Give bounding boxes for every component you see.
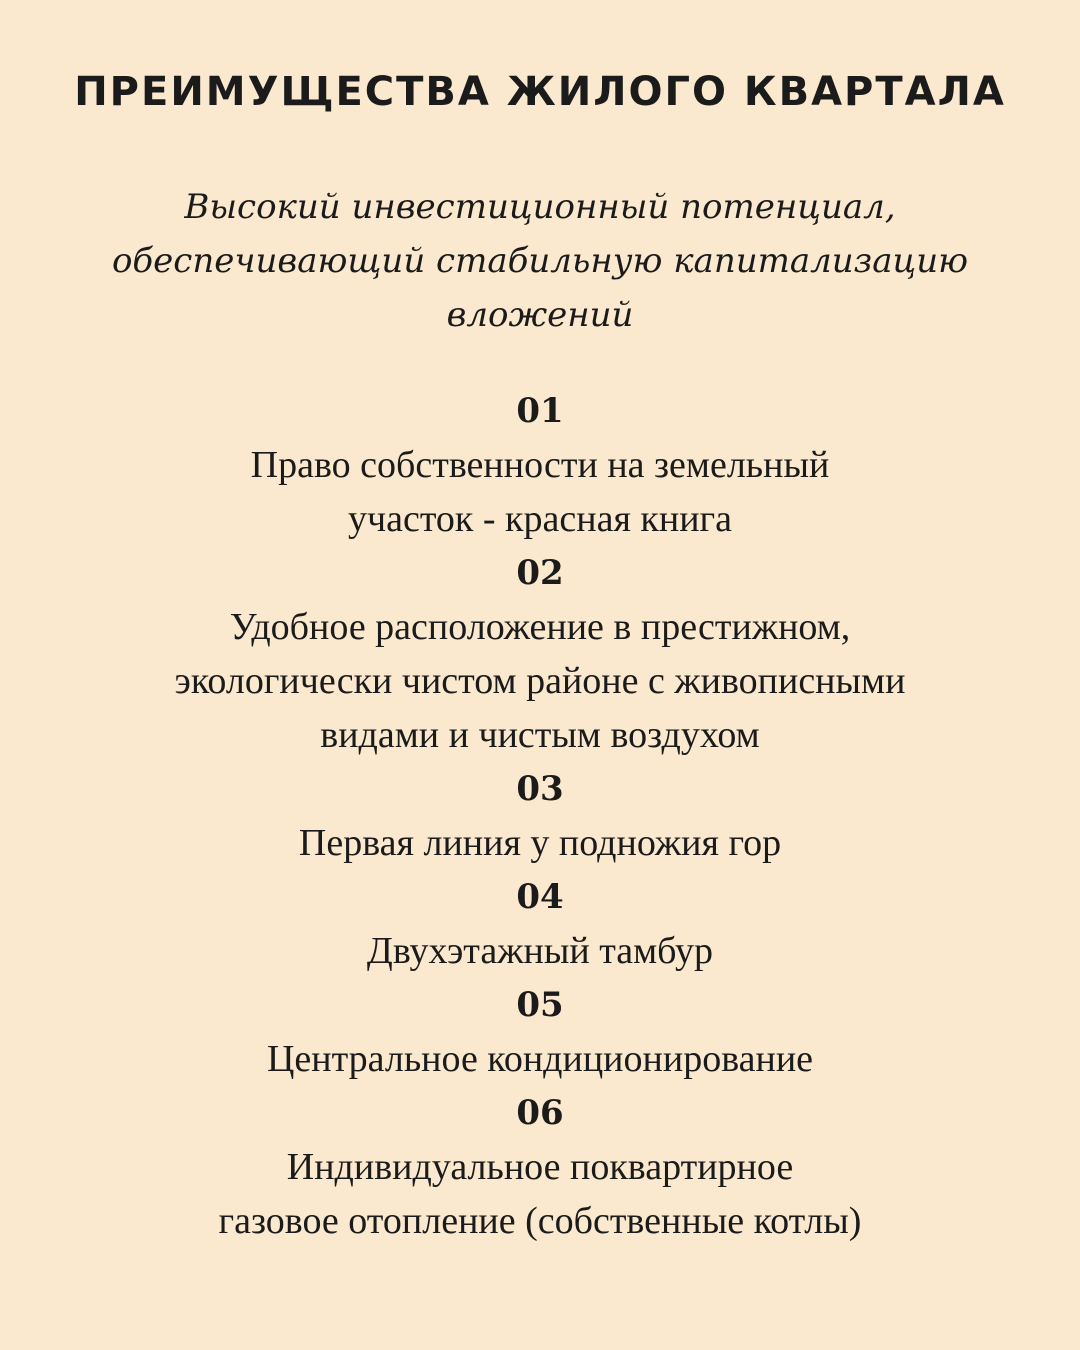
item-line: Индивидуальное поквартирное	[286, 1146, 794, 1188]
subtitle-line: вложений	[446, 295, 634, 335]
list-item	[40, 1086, 1040, 1248]
subtitle	[40, 180, 1040, 342]
list-item	[40, 546, 1040, 762]
subtitle-line: обеспечивающий стабильную капитализацию	[111, 241, 969, 281]
list-item	[40, 978, 1040, 1086]
page-title: ПРЕИМУЩЕСТВА ЖИЛОГО КВАРТАЛА	[74, 69, 1006, 115]
item-text	[40, 438, 1040, 546]
item-text	[40, 924, 1040, 978]
item-line: Двухэтажный тамбур	[366, 930, 714, 972]
item-number: 06	[516, 1093, 564, 1133]
item-text	[40, 1032, 1040, 1086]
item-number: 01	[516, 391, 564, 431]
item-line: газовое отопление (собственные котлы)	[218, 1200, 862, 1242]
list-item	[40, 870, 1040, 978]
item-text	[40, 1140, 1040, 1248]
item-line: участок - красная книга	[347, 498, 733, 540]
item-line: Право собственности на земельный	[250, 444, 830, 486]
item-line: видами и чистым воздухом	[320, 714, 760, 756]
item-line: Первая линия у подножия гор	[298, 822, 782, 864]
subtitle-line: Высокий инвестиционный потенциал,	[184, 187, 896, 227]
item-line: экологически чистом районе с живописными	[174, 660, 906, 702]
item-number: 04	[516, 877, 564, 917]
list-item	[40, 384, 1040, 546]
advantages-list	[40, 384, 1040, 1248]
item-text	[40, 600, 1040, 762]
item-line: Удобное расположение в престижном,	[229, 606, 851, 648]
list-item	[40, 762, 1040, 870]
item-line: Центральное кондиционирование	[266, 1038, 814, 1080]
item-number: 02	[516, 553, 564, 593]
item-number: 03	[516, 769, 564, 809]
item-text	[40, 816, 1040, 870]
item-number: 05	[516, 985, 564, 1025]
